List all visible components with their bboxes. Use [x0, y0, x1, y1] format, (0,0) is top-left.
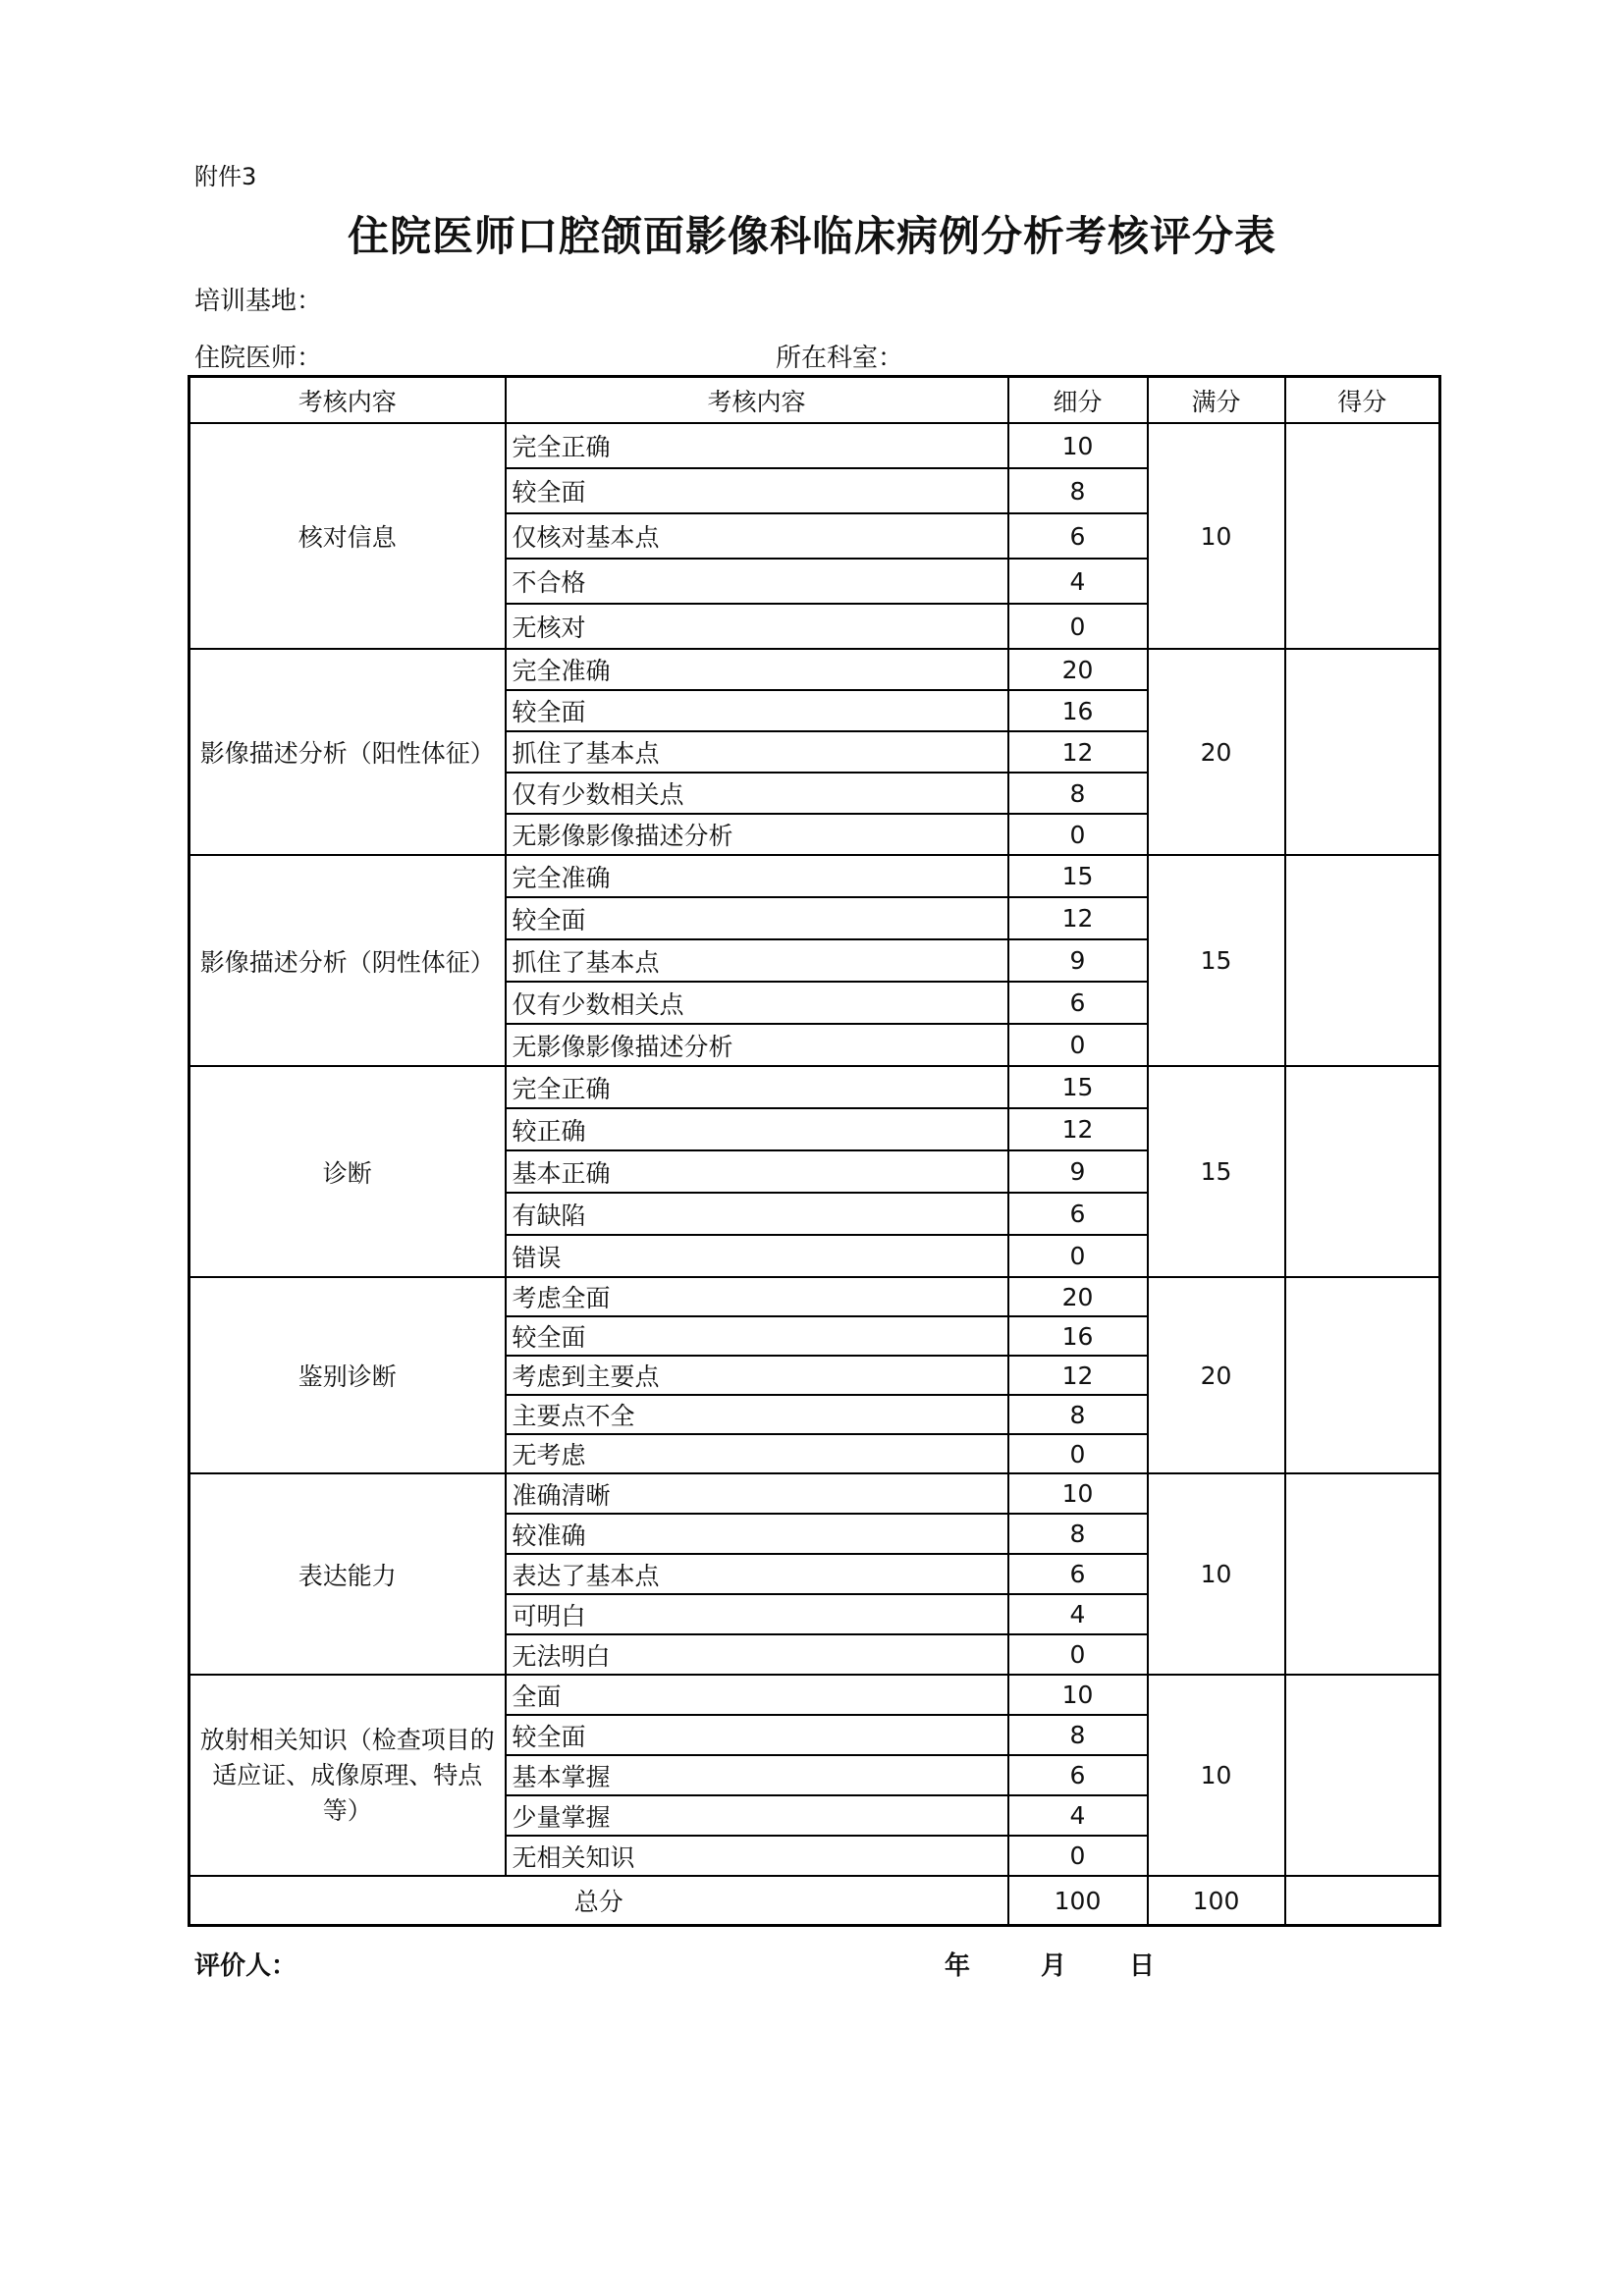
- department-label: 所在科室：: [776, 344, 904, 373]
- category-cell: 核对信息: [189, 423, 506, 649]
- score-entry-cell[interactable]: [1285, 1675, 1440, 1876]
- table-row: [189, 1473, 1440, 1514]
- subscore-cell: 10: [1008, 1473, 1148, 1514]
- criterion-cell: 错误: [506, 1235, 1008, 1277]
- category-cell: 影像描述分析（阴性体征）: [189, 855, 506, 1066]
- subscore-cell: 10: [1008, 423, 1148, 468]
- criterion-cell: 不合格: [506, 559, 1008, 604]
- subscore-cell: 8: [1008, 773, 1148, 814]
- header-criteria: 考核内容: [506, 377, 1008, 424]
- subscore-cell: 10: [1008, 1675, 1148, 1715]
- subscore-cell: 12: [1008, 731, 1148, 773]
- subscore-cell: 8: [1008, 468, 1148, 513]
- header-full-score: 满分: [1148, 377, 1285, 424]
- table-row: [189, 1066, 1440, 1108]
- score-table: [188, 375, 1441, 1927]
- subscore-cell: 6: [1008, 513, 1148, 559]
- full-score-cell: 15: [1148, 855, 1285, 1066]
- criterion-cell: 较全面: [506, 897, 1008, 939]
- criterion-cell: 无考虑: [506, 1434, 1008, 1473]
- header-subscore: 细分: [1008, 377, 1148, 424]
- criterion-cell: 基本正确: [506, 1150, 1008, 1193]
- criterion-cell: 完全准确: [506, 649, 1008, 690]
- criterion-cell: 较准确: [506, 1514, 1008, 1554]
- date-day-label: 日: [1129, 1951, 1156, 1981]
- criterion-cell: 考虑到主要点: [506, 1356, 1008, 1395]
- score-entry-cell[interactable]: [1285, 649, 1440, 855]
- criterion-cell: 较全面: [506, 1715, 1008, 1755]
- total-score-cell[interactable]: [1285, 1876, 1440, 1926]
- total-row: [189, 1876, 1440, 1926]
- subscore-cell: 16: [1008, 690, 1148, 731]
- category-cell: 放射相关知识（检查项目的适应证、成像原理、特点等）: [189, 1675, 506, 1876]
- subscore-cell: 20: [1008, 1277, 1148, 1316]
- criterion-cell: 较全面: [506, 468, 1008, 513]
- date-month-label: 月: [1041, 1951, 1067, 1981]
- total-label: 总分: [189, 1876, 1008, 1926]
- criterion-cell: 准确清晰: [506, 1473, 1008, 1514]
- table-row: [189, 1277, 1440, 1316]
- score-table-body: [189, 423, 1440, 1876]
- subscore-cell: 0: [1008, 1235, 1148, 1277]
- criterion-cell: 无核对: [506, 604, 1008, 649]
- training-base-label: 培训基地：: [194, 287, 323, 316]
- full-score-cell: 10: [1148, 1675, 1285, 1876]
- full-score-cell: 15: [1148, 1066, 1285, 1277]
- subscore-cell: 9: [1008, 1150, 1148, 1193]
- subscore-cell: 4: [1008, 1594, 1148, 1634]
- criterion-cell: 完全正确: [506, 423, 1008, 468]
- header-score: 得分: [1285, 377, 1440, 424]
- criterion-cell: 可明白: [506, 1594, 1008, 1634]
- table-row: [189, 649, 1440, 690]
- full-score-cell: 20: [1148, 649, 1285, 855]
- subscore-cell: 15: [1008, 855, 1148, 897]
- criterion-cell: 有缺陷: [506, 1193, 1008, 1235]
- date-year-label: 年: [945, 1951, 971, 1981]
- table-row: [189, 855, 1440, 897]
- subscore-cell: 4: [1008, 559, 1148, 604]
- subscore-cell: 0: [1008, 1836, 1148, 1876]
- table-row: [189, 1675, 1440, 1715]
- criterion-cell: 考虑全面: [506, 1277, 1008, 1316]
- attachment-label: 附件3: [194, 163, 257, 190]
- category-cell: 表达能力: [189, 1473, 506, 1675]
- subscore-cell: 12: [1008, 1356, 1148, 1395]
- subscore-cell: 4: [1008, 1795, 1148, 1836]
- criterion-cell: 完全正确: [506, 1066, 1008, 1108]
- total-points: 100: [1008, 1876, 1148, 1926]
- total-full-score: 100: [1148, 1876, 1285, 1926]
- page-title: 住院医师口腔颌面影像科临床病例分析考核评分表: [347, 212, 1276, 260]
- criterion-cell: 仅核对基本点: [506, 513, 1008, 559]
- score-entry-cell[interactable]: [1285, 1473, 1440, 1675]
- subscore-cell: 20: [1008, 649, 1148, 690]
- criterion-cell: 完全准确: [506, 855, 1008, 897]
- full-score-cell: 10: [1148, 1473, 1285, 1675]
- criterion-cell: 无影像影像描述分析: [506, 814, 1008, 855]
- score-entry-cell[interactable]: [1285, 1277, 1440, 1473]
- subscore-cell: 0: [1008, 814, 1148, 855]
- criterion-cell: 仅有少数相关点: [506, 982, 1008, 1024]
- subscore-cell: 12: [1008, 897, 1148, 939]
- criterion-cell: 全面: [506, 1675, 1008, 1715]
- criterion-cell: 较全面: [506, 690, 1008, 731]
- subscore-cell: 6: [1008, 1554, 1148, 1594]
- criterion-cell: 较正确: [506, 1108, 1008, 1150]
- header-category: 考核内容: [189, 377, 506, 424]
- subscore-cell: 6: [1008, 1755, 1148, 1795]
- subscore-cell: 6: [1008, 982, 1148, 1024]
- criterion-cell: 表达了基本点: [506, 1554, 1008, 1594]
- subscore-cell: 0: [1008, 1024, 1148, 1066]
- subscore-cell: 0: [1008, 1634, 1148, 1675]
- evaluator-label: 评价人：: [194, 1951, 298, 1981]
- criterion-cell: 较全面: [506, 1316, 1008, 1356]
- subscore-cell: 8: [1008, 1514, 1148, 1554]
- subscore-cell: 0: [1008, 1434, 1148, 1473]
- full-score-cell: 10: [1148, 423, 1285, 649]
- criterion-cell: 仅有少数相关点: [506, 773, 1008, 814]
- subscore-cell: 9: [1008, 939, 1148, 982]
- criterion-cell: 无相关知识: [506, 1836, 1008, 1876]
- table-row: [189, 423, 1440, 468]
- subscore-cell: 8: [1008, 1395, 1148, 1434]
- full-score-cell: 20: [1148, 1277, 1285, 1473]
- score-entry-cell[interactable]: [1285, 1066, 1440, 1277]
- criterion-cell: 无影像影像描述分析: [506, 1024, 1008, 1066]
- subscore-cell: 0: [1008, 604, 1148, 649]
- criterion-cell: 基本掌握: [506, 1755, 1008, 1795]
- criterion-cell: 少量掌握: [506, 1795, 1008, 1836]
- category-cell: 诊断: [189, 1066, 506, 1277]
- subscore-cell: 6: [1008, 1193, 1148, 1235]
- subscore-cell: 12: [1008, 1108, 1148, 1150]
- criterion-cell: 无法明白: [506, 1634, 1008, 1675]
- subscore-cell: 15: [1008, 1066, 1148, 1108]
- criterion-cell: 抓住了基本点: [506, 731, 1008, 773]
- category-cell: 影像描述分析（阳性体征）: [189, 649, 506, 855]
- criterion-cell: 主要点不全: [506, 1395, 1008, 1434]
- category-cell: 鉴别诊断: [189, 1277, 506, 1473]
- resident-label: 住院医师：: [194, 344, 323, 373]
- score-entry-cell[interactable]: [1285, 423, 1440, 649]
- criterion-cell: 抓住了基本点: [506, 939, 1008, 982]
- score-entry-cell[interactable]: [1285, 855, 1440, 1066]
- subscore-cell: 8: [1008, 1715, 1148, 1755]
- header-row: [189, 377, 1440, 424]
- subscore-cell: 16: [1008, 1316, 1148, 1356]
